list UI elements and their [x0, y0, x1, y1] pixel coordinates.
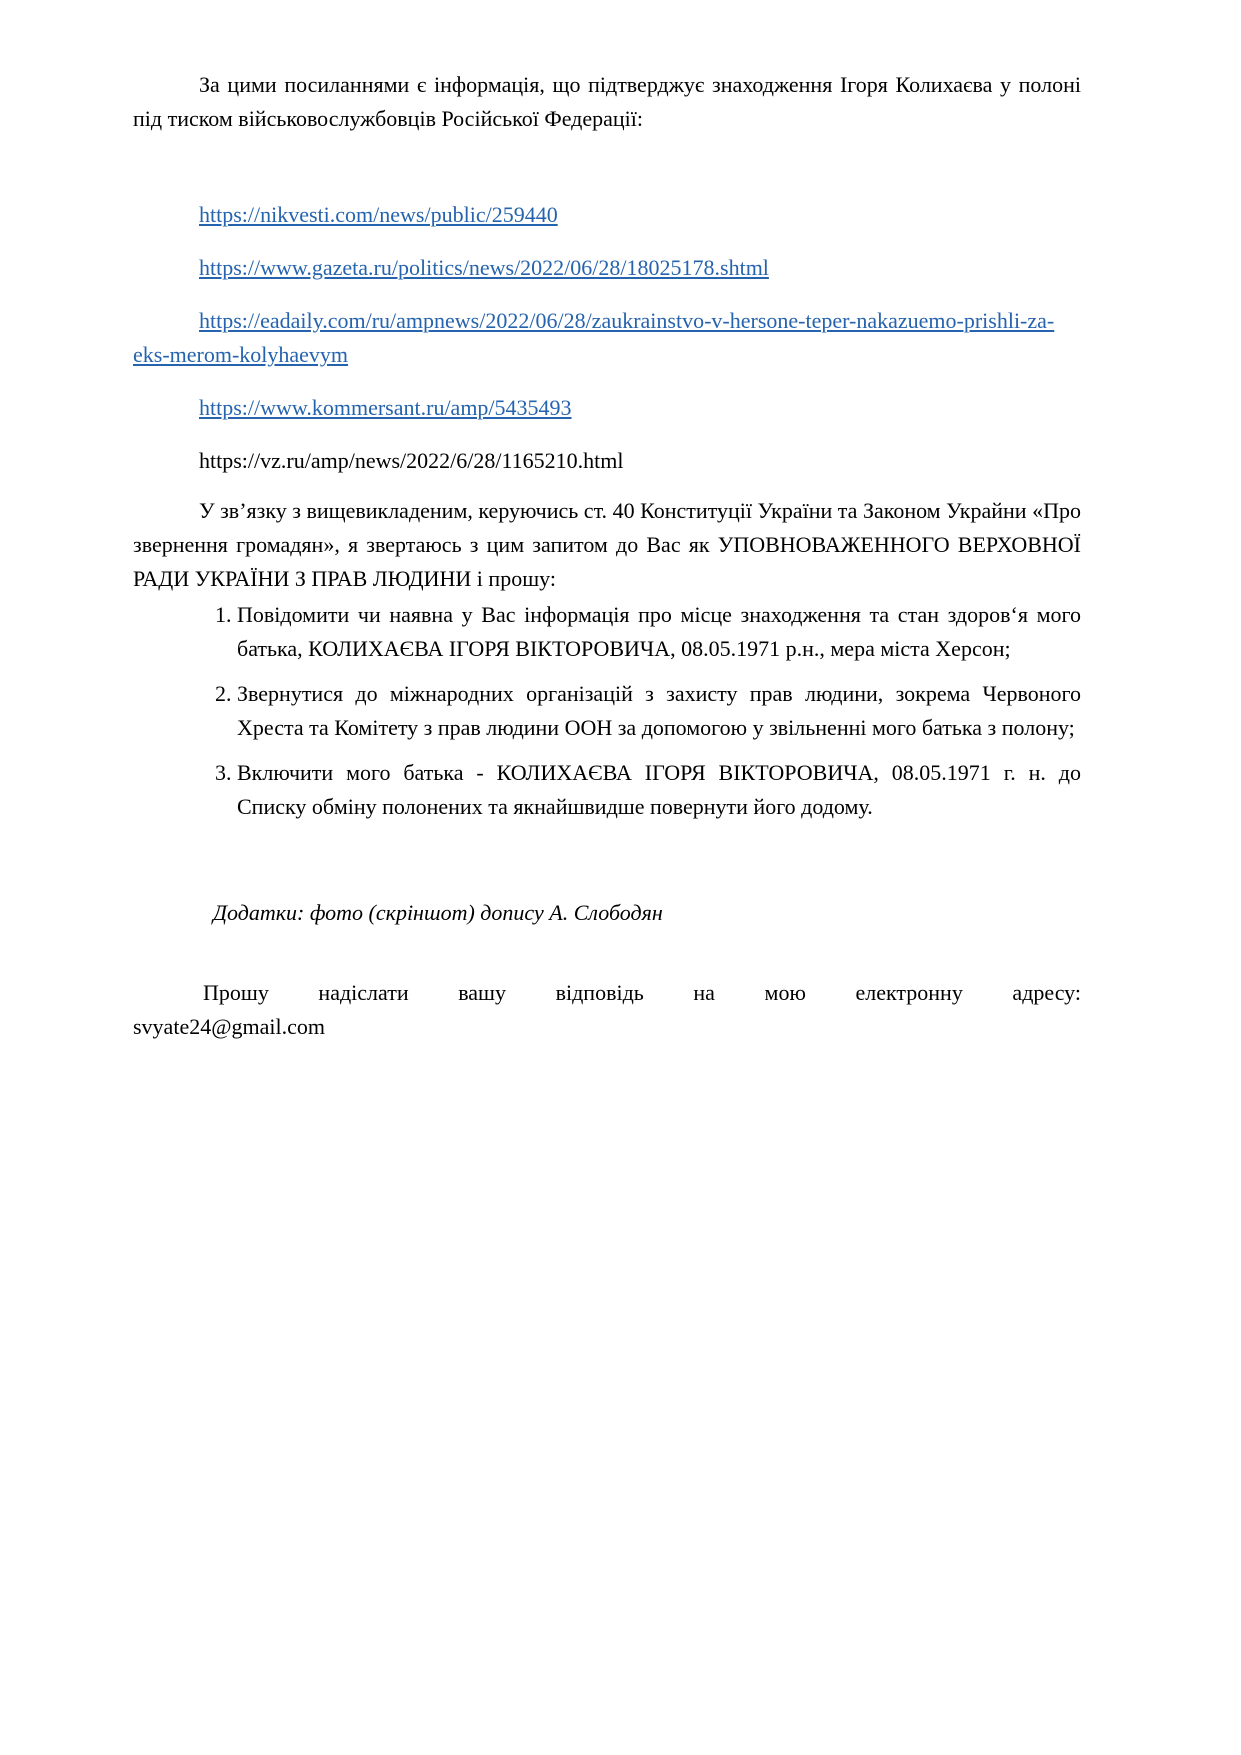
requests-list	[133, 598, 1081, 824]
appeal-paragraph: У зв’язку з вищевикладеним, керуючись ст. 40 Конституції України та Законом Украйни «Про звернення громадян», я звертаюсь з цим запитом до Вас як УПОВНОВАЖЕННОГО ВЕРХОВНОЇ РАДИ УКРАЇНИ З ПРАВ ЛЮДИНИ і прошу:	[133, 498, 1081, 591]
links-block	[133, 198, 1081, 478]
link-eadaily[interactable]: https://eadaily.com/ru/ampnews/2022/06/28/zaukrainstvo-v-hersone-teper-nakazuemo-prishli-za-eks-merom-kolyhaevym	[133, 308, 1055, 367]
link-kommersant[interactable]: https://www.kommersant.ru/amp/5435493	[199, 395, 572, 420]
intro-paragraph: За цими посиланнями є інформація, що підтверджує знаходження Ігоря Колихаєва у полоні під тиском військовослужбовців Російської Федерації:	[133, 72, 1081, 131]
request-item-2: 2. Звернутися до міжнародних організацій з захисту прав людини, зокрема Червоного Хреста та Комітету з прав людини ООН за допомогою у звільненні мого батька з полону;	[237, 677, 1081, 745]
link-paragraph-gazeta	[133, 251, 1081, 285]
request-item-3: 3. Включити мого батька - КОЛИХАЄВА ІГОРЯ ВІКТОРОВИЧА, 08.05.1971 г. н. до Списку обміну полонених та якнайшвидше повернути його додому.	[237, 756, 1081, 824]
plain-url-vz: https://vz.ru/amp/news/2022/6/28/1165210.html	[199, 448, 624, 473]
attachments-note: Додатки: фото (скріншот) допису А. Слободян	[213, 900, 663, 925]
closing-email: svyate24@gmail.com	[133, 1014, 325, 1039]
closing-paragraph	[133, 976, 1081, 1044]
link-paragraph-nikvesti	[133, 198, 1081, 232]
link-paragraph-eadaily	[133, 304, 1081, 372]
link-paragraph-kommersant	[133, 391, 1081, 425]
link-gazeta[interactable]: https://www.gazeta.ru/politics/news/2022/06/28/18025178.shtml	[199, 255, 769, 280]
link-nikvesti[interactable]: https://nikvesti.com/news/public/259440	[199, 202, 558, 227]
closing-request-text: Прошу надіслати вашу відповідь на мою електронну адресу:	[203, 980, 1081, 1005]
request-item-1: 1. Повідомити чи наявна у Вас інформація про місце знаходження та стан здоров‘я мого батька, КОЛИХАЄВА ІГОРЯ ВІКТОРОВИЧА, 08.05.1971 р.н., мера міста Херсон;	[237, 598, 1081, 666]
